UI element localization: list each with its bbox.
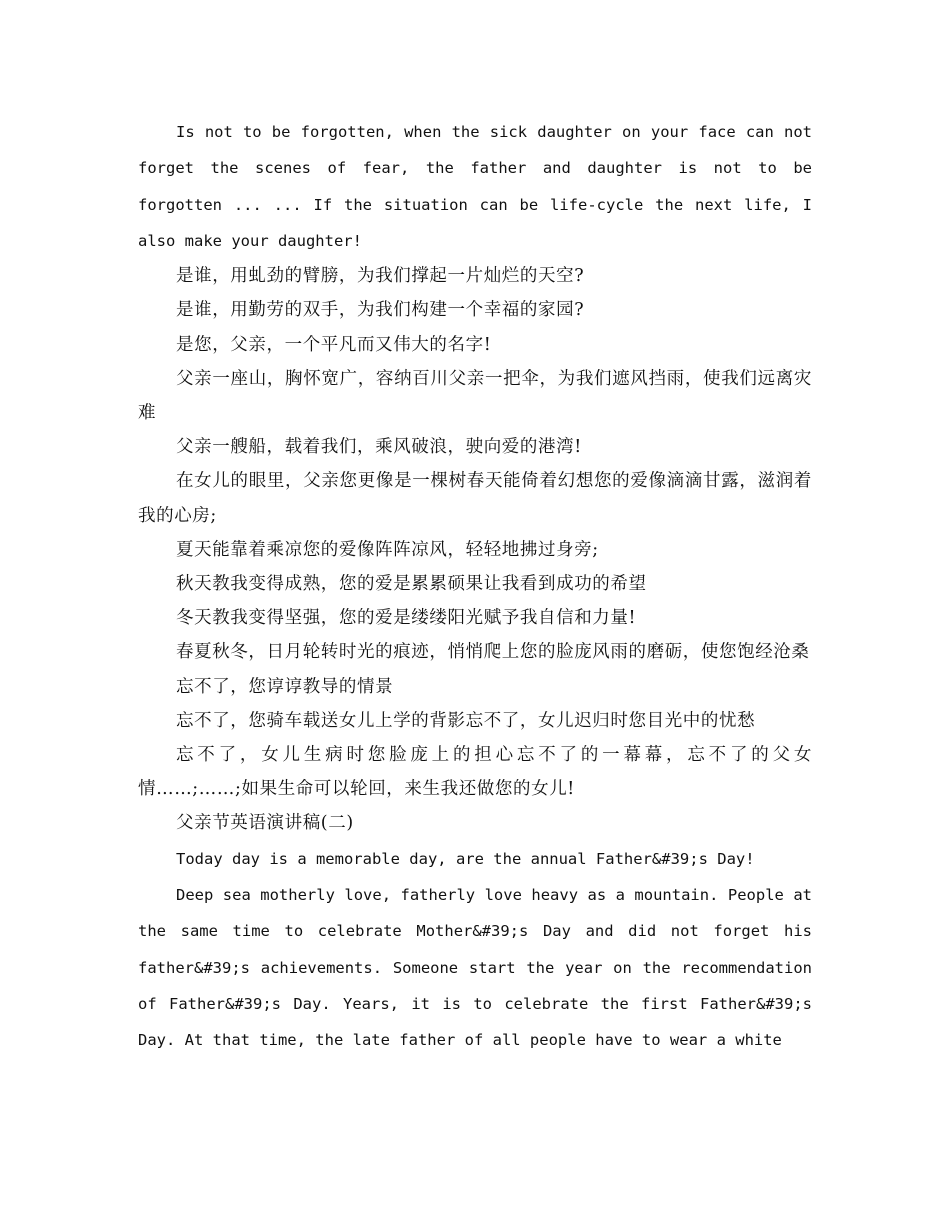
paragraph-zh: 忘不了，您骑车载送女儿上学的背影忘不了，女儿迟归时您目光中的忧愁 [176,710,756,731]
paragraph-zh: 忘不了，女儿生病时您脸庞上的担心忘不了的一幕幕，忘不了的父女情……;……;如果生命可以轮回，来生我还做您的女儿! [138,745,812,800]
paragraph-zh: 在女儿的眼里，父亲您更像是一棵树春天能倚着幻想您的爱像滴滴甘露，滋润着我的心房; [138,471,812,526]
paragraph-zh: 是您，父亲，一个平凡而又伟大的名字! [176,334,492,355]
paragraph-en: Is not to be forgotten, when the sick daughter on your face can not forget the scenes of fear, the father and daughter is not to be forgotten ... ... If the situation can be life-cycle the next life, I also make your daughter! [138,123,812,250]
paragraph-en: Today day is a memorable day, are the annual Father&#39;s Day! [176,849,755,868]
paragraph-zh: 夏天能靠着乘凉您的爱像阵阵凉风，轻轻地拂过身旁; [176,539,599,560]
paragraph-zh: 父亲一艘船，载着我们，乘风破浪，驶向爱的港湾! [176,437,582,458]
paragraph-zh: 父亲一座山，胸怀宽广，容纳百川父亲一把伞，为我们遮风挡雨，使我们远离灾难 [138,368,812,423]
paragraph-zh: 冬天教我变得坚强，您的爱是缕缕阳光赋予我自信和力量! [176,608,637,629]
paragraph-zh: 春夏秋冬，日月轮转时光的痕迹，悄悄爬上您的脸庞风雨的磨砺，使您饱经沧桑 [176,642,810,663]
paragraph-zh: 是谁，用勤劳的双手，为我们构建一个幸福的家园? [176,300,585,321]
document-body [138,114,812,1058]
paragraph-zh: 是谁，用虬劲的臂膀，为我们撑起一片灿烂的天空? [176,266,585,287]
paragraph-zh: 秋天教我变得成熟，您的爱是累累硕果让我看到成功的希望 [176,574,647,595]
section-heading: 父亲节英语演讲稿(二) [176,813,354,834]
paragraph-zh: 忘不了，您谆谆教导的情景 [176,676,394,697]
paragraph-en: Deep sea motherly love, fatherly love heavy as a mountain. People at the same time to celebrate Mother&#39;s Day and did not forget his father&#39;s achievements. Someone start the year on the recommendation of Father&#39;s Day. Years, it is to celebrate the first Father&#39;s Day. At that time, the late father of all people have to wear a white [138,885,812,1050]
